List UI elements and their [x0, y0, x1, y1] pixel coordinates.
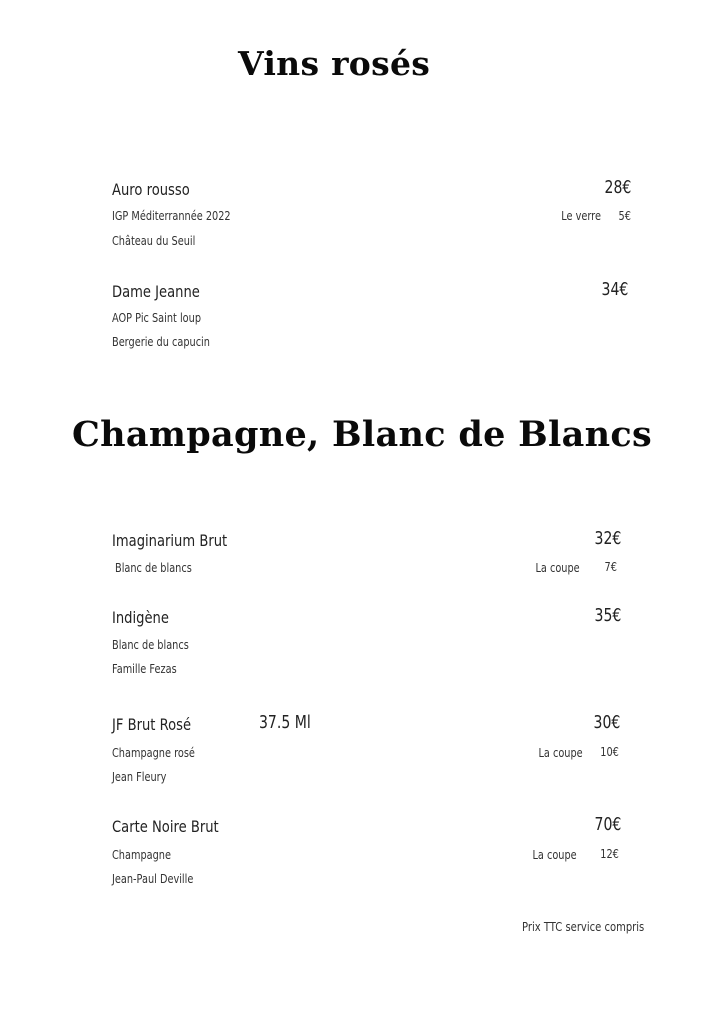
bottle-price: 34€: [601, 279, 628, 300]
wine-appellation: Champagne: [112, 847, 171, 862]
wine-name: Dame Jeanne: [112, 282, 200, 301]
wine-producer: Jean Fleury: [112, 769, 167, 784]
bottle-price: 35€: [594, 605, 621, 626]
wine-appellation: IGP Méditerrannée 2022: [112, 208, 231, 223]
bottle-price: 28€: [604, 177, 631, 198]
bottle-volume: 37.5 Ml: [259, 712, 311, 733]
wine-producer: Jean-Paul Deville: [112, 871, 194, 886]
serving-price: 5€: [618, 208, 631, 223]
wine-name: Indigène: [112, 608, 169, 627]
bottle-price: 30€: [593, 712, 620, 733]
wine-producer: Bergerie du capucin: [112, 334, 210, 349]
wine-producer: Famille Fezas: [112, 661, 177, 676]
wine-appellation: AOP Pic Saint loup: [112, 310, 202, 325]
bottle-price: 32€: [594, 528, 621, 549]
wine-appellation: Blanc de blancs: [115, 560, 192, 575]
section-title-champagne: Champagne, Blanc de Blancs: [72, 414, 652, 455]
wine-name: JF Brut Rosé: [112, 715, 192, 734]
serving-label: La coupe: [538, 745, 583, 760]
wine-appellation: Champagne rosé: [112, 745, 195, 760]
serving-label: La coupe: [535, 560, 580, 575]
wine-name: Imaginarium Brut: [112, 531, 228, 550]
serving-label: La coupe: [532, 847, 577, 862]
section-title-vins-roses: Vins rosés: [238, 44, 431, 83]
wine-appellation: Blanc de blancs: [112, 637, 189, 652]
wine-name: Carte Noire Brut: [112, 817, 219, 836]
serving-price: 12€: [600, 846, 619, 861]
wine-producer: Château du Seuil: [112, 233, 196, 248]
serving-price: 10€: [600, 744, 619, 759]
serving-label: Le verre: [561, 208, 601, 223]
serving-price: 7€: [604, 559, 617, 574]
bottle-price: 70€: [594, 814, 621, 835]
footer-note: Prix TTC service compris: [522, 919, 645, 934]
wine-name: Auro rousso: [112, 180, 190, 199]
